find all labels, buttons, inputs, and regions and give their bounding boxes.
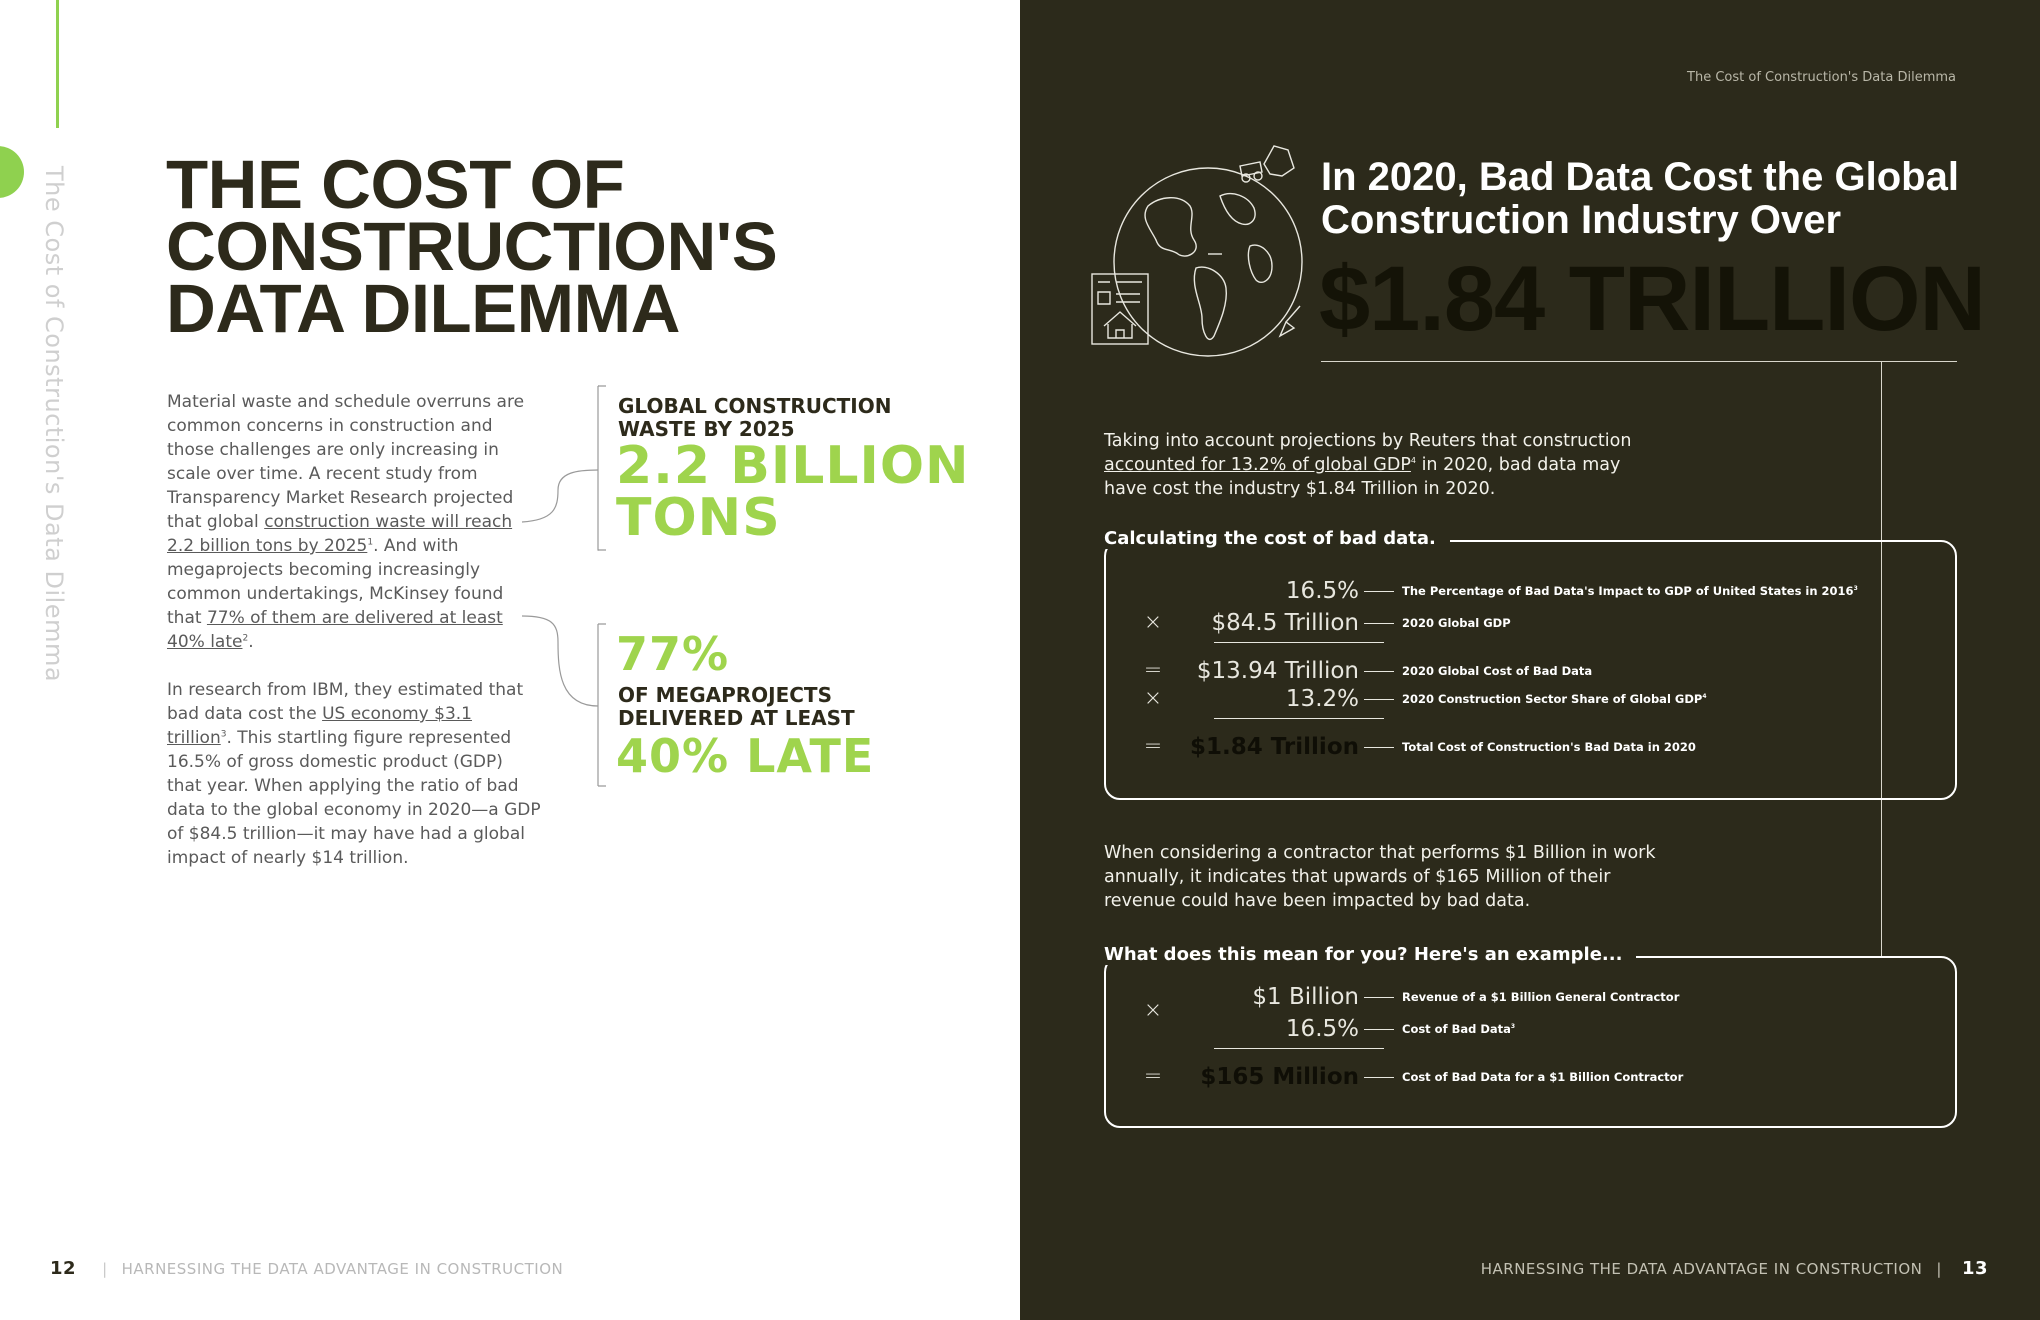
running-header: The Cost of Construction's Data Dilemma <box>1687 70 1956 85</box>
page-number: 13 <box>1961 1258 1988 1279</box>
label-line: WASTE BY 2025 <box>618 417 795 441</box>
globe-outline <box>1114 168 1302 356</box>
label-line: GLOBAL CONSTRUCTION <box>618 394 892 418</box>
megaproject-stat-late: 40% LATE <box>616 729 875 783</box>
text-run: Taking into account projections by Reuters that construction <box>1104 431 1632 451</box>
leader-line <box>1364 1077 1394 1078</box>
footer-right <box>1481 1258 1988 1279</box>
leader-line <box>1364 671 1394 672</box>
footnote-ref: 3 <box>1510 1023 1516 1031</box>
calc-heading: Calculating the cost of bad data. <box>1104 528 1450 549</box>
calc-value: $84.5 Trillion <box>1211 610 1359 636</box>
equals-icon: = <box>1143 658 1163 683</box>
calc-result-value: $165 Million <box>1200 1064 1359 1090</box>
leader-line <box>1364 591 1394 592</box>
green-accent-rule <box>56 0 59 128</box>
text-run: . And with megaprojects becoming increasingly common undertakings, McKinsey found that <box>167 536 504 628</box>
desc-text: Revenue of a $1 Billion General Contractor <box>1402 990 1680 1004</box>
trowel-icon <box>1280 306 1300 336</box>
footnote-ref: 4 <box>1702 693 1707 701</box>
multiply-icon: × <box>1143 686 1163 711</box>
continent-north-america <box>1145 198 1196 256</box>
leader-line <box>1364 699 1394 700</box>
example-calculation-box <box>1104 956 1957 1128</box>
ibm-paragraph <box>167 678 542 870</box>
calc-row <box>1106 608 1959 638</box>
footer-separator: | <box>102 1260 108 1278</box>
footer-text: HARNESSING THE DATA ADVANTAGE IN CONSTRUCTION <box>1480 1260 1923 1278</box>
calc-separator <box>1214 642 1384 643</box>
label-line: OF MEGAPROJECTS <box>618 683 832 707</box>
footer-text: HARNESSING THE DATA ADVANTAGE IN CONSTRUCTION <box>121 1260 564 1278</box>
reuters-paragraph <box>1104 429 1664 501</box>
globe-construction-illustration <box>1090 136 1310 376</box>
calc-row <box>1106 684 1959 714</box>
calc-description <box>1402 684 1707 714</box>
footer-left <box>50 1258 563 1279</box>
text-run: in 2020, bad data may have cost the industry $1.84 Trillion in 2020. <box>1104 455 1621 499</box>
calc-description <box>1402 732 1696 762</box>
calc-value: 16.5% <box>1285 1016 1359 1042</box>
calc-result-value: $1.84 Trillion <box>1190 734 1359 760</box>
leader-line <box>1364 747 1394 748</box>
value-line: 2.2 BILLION <box>616 436 970 496</box>
connector-bottom <box>522 616 598 706</box>
calc-value: $1 Billion <box>1252 984 1359 1010</box>
right-page <box>1020 0 2040 1320</box>
contractor-paragraph: When considering a contractor that performs $1 Billion in work annually, it indicates that upwards of $165 Million of their revenue could have been impacted by bad data. <box>1104 843 1656 911</box>
leader-line <box>1364 1029 1394 1030</box>
calc-row <box>1106 982 1959 1023</box>
vertical-running-title: The Cost of Construction's Data Dilemma <box>40 166 68 683</box>
bracket-bottom-ends <box>598 624 606 786</box>
bulldozer-icon <box>1240 162 1262 176</box>
calc-row <box>1106 1014 1959 1044</box>
headline-divider <box>1321 361 1957 362</box>
text-run: Material waste and schedule overruns are common concerns in construction and those challenges are only increasing in scale over time. A recent study from Transparency Market Research projected that global <box>167 392 525 532</box>
calc-description <box>1402 982 1679 1012</box>
equals-icon: = <box>1143 734 1163 759</box>
calc-description <box>1402 1062 1683 1092</box>
value-line: TONS <box>616 488 781 548</box>
document-panel <box>1092 274 1148 344</box>
text-run: . This startling figure represented 16.5% of gross domestic product (GDP) that year. When applying the ratio of bad data to the global economy in 2020—a GDP of $84.5 trillion—it may have had a global impact of nearly $14 trillion. <box>167 728 541 868</box>
source-link-us-economy[interactable]: US economy $3.1 trillion <box>167 704 472 748</box>
green-tab-marker <box>0 146 24 198</box>
calc-row <box>1106 732 1959 762</box>
footnote-ref: 4 <box>1410 456 1416 466</box>
multiply-icon: × <box>1143 998 1163 1023</box>
desc-text: The Percentage of Bad Data's Impact to GDP of United States in 2016 <box>1402 584 1854 598</box>
desc-text: Cost of Bad Data for a $1 Billion Contractor <box>1402 1070 1684 1084</box>
callout-brackets <box>518 380 608 800</box>
megaproject-stat-label <box>618 684 855 730</box>
title-line: DATA DILEMMA <box>166 270 680 347</box>
example-heading: What does this mean for you? Here's an example... <box>1104 944 1636 965</box>
calc-value: 16.5% <box>1285 578 1359 604</box>
title-line: CONSTRUCTION'S <box>166 208 778 285</box>
page-number: 12 <box>50 1258 77 1279</box>
page-title <box>166 146 866 347</box>
waste-stat-label <box>618 395 892 441</box>
calc-row <box>1106 1062 1959 1092</box>
connector-top <box>522 470 598 522</box>
source-link-reuters[interactable]: accounted for 13.2% of global GDP <box>1104 455 1411 475</box>
leader-line <box>1364 997 1394 998</box>
continent-africa <box>1248 245 1272 282</box>
calc-description <box>1402 656 1592 686</box>
megaproject-stat-percent: 77% <box>616 627 730 681</box>
desc-text: Total Cost of Construction's Bad Data in 2020 <box>1402 740 1696 754</box>
calc-separator <box>1214 1048 1384 1049</box>
desc-text: 2020 Construction Sector Share of Global GDP <box>1402 692 1703 706</box>
headline: In 2020, Bad Data Cost the Global Construction Industry Over <box>1321 155 1959 242</box>
excavator-icon <box>1264 146 1294 176</box>
footer-separator: | <box>1936 1260 1942 1278</box>
calc-description <box>1402 608 1511 638</box>
source-link-waste[interactable]: construction waste will reach 2.2 billion tons by 2025 <box>167 512 513 556</box>
calc-row <box>1106 576 1959 606</box>
desc-text: Cost of Bad Data <box>1402 1022 1511 1036</box>
bracket-top <box>598 386 599 550</box>
calc-description <box>1402 576 1858 606</box>
headline-big-number: $1.84 TRILLION <box>1319 248 1985 350</box>
multiply-icon: × <box>1143 610 1163 635</box>
calc-description <box>1402 1014 1515 1044</box>
footnote-ref: 1 <box>367 537 374 548</box>
calc-value: $13.94 Trillion <box>1196 658 1359 684</box>
label-line: DELIVERED AT LEAST <box>618 706 855 730</box>
calc-separator <box>1214 718 1384 719</box>
desc-text: 2020 Global GDP <box>1402 616 1511 630</box>
footnote-ref: 2 <box>242 633 249 644</box>
source-link-megaprojects[interactable]: 77% of them are delivered at least 40% late <box>167 608 503 652</box>
bracket-top-ends <box>598 386 606 550</box>
calculation-box <box>1104 540 1957 800</box>
continent-south-america <box>1194 267 1226 339</box>
continent-europe <box>1220 194 1255 225</box>
footnote-ref: 3 <box>1853 585 1858 593</box>
calc-row <box>1106 656 1959 686</box>
text-run: In research from IBM, they estimated that bad data cost the <box>167 680 524 724</box>
footnote-ref: 3 <box>220 729 227 740</box>
title-line: THE COST OF <box>166 146 625 223</box>
intro-paragraph <box>167 390 542 654</box>
text-run: . <box>248 632 254 652</box>
calc-value: 13.2% <box>1285 686 1359 712</box>
equals-icon: = <box>1143 1064 1163 1089</box>
desc-text: 2020 Global Cost of Bad Data <box>1402 664 1593 678</box>
leader-line <box>1364 623 1394 624</box>
waste-stat-value <box>616 436 996 548</box>
